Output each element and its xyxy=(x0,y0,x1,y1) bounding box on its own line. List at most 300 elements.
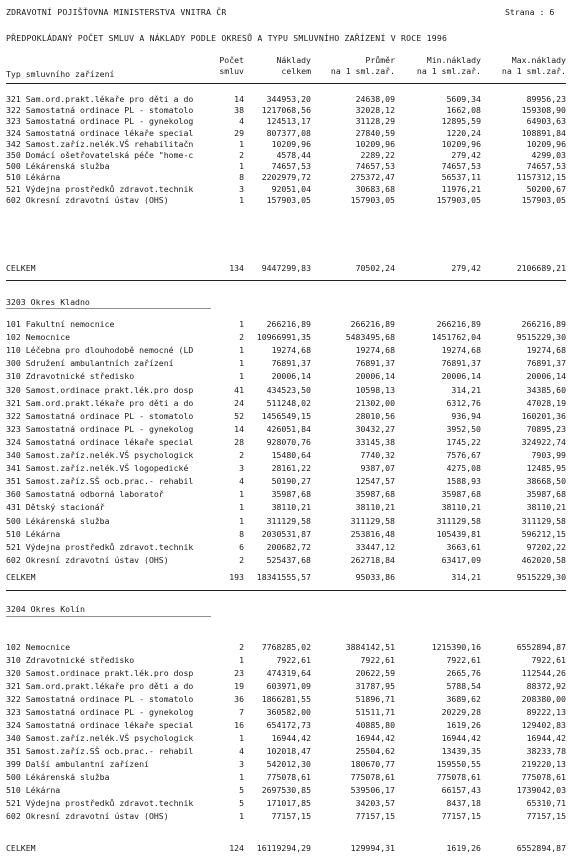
cell-count: 38 xyxy=(234,105,244,116)
cell-avg: 10209,96 xyxy=(355,138,395,149)
cell-min: 10209,96 xyxy=(441,138,481,149)
cell-count: 1 xyxy=(239,358,244,369)
table-row xyxy=(6,358,566,369)
cell-name: 321 Sam.ord.prakt.lékaře pro děti a do xyxy=(6,397,194,408)
table-row xyxy=(6,489,566,500)
cell-name: 323 Samostatná ordinace PL - gynekolog xyxy=(6,116,194,127)
table-row xyxy=(6,516,566,527)
cell-max: 219220,13 xyxy=(521,759,566,769)
cell-name: 324 Samostatná ordinace lékaře special xyxy=(6,436,194,447)
total-avg: 95033,86 xyxy=(355,572,395,582)
cell-max: 70895,23 xyxy=(526,423,566,434)
cell-avg: 28010,56 xyxy=(355,410,395,421)
cell-cost: 344953,20 xyxy=(266,94,311,104)
total-row xyxy=(6,843,566,854)
total-avg: 129994,31 xyxy=(350,843,395,853)
cell-min: 105439,81 xyxy=(436,528,481,539)
cell-name: 351 Samost.zaříz.SŠ ocb.prac.- rehabil xyxy=(6,746,194,756)
cell-cost: 1866281,55 xyxy=(261,694,311,704)
cell-avg: 180670,77 xyxy=(350,759,395,769)
cell-count: 14 xyxy=(234,423,244,434)
cell-count: 2 xyxy=(239,642,244,652)
cell-max: 129402,83 xyxy=(521,720,566,730)
cell-min: 3689,62 xyxy=(446,694,481,704)
cell-name: 431 Dětský stacionář xyxy=(6,502,105,513)
cell-name: 521 Výdejna prostředků zdravot.technik xyxy=(6,183,194,194)
cell-count: 1 xyxy=(239,515,244,526)
district-rule xyxy=(6,308,211,309)
cell-name: 323 Samostatná ordinace PL - gynekolog xyxy=(6,707,194,717)
cell-name: 602 Okresní zdravotní ústav (OHS) xyxy=(6,194,169,205)
report-title: PŘEDPOKLÁDANÝ POČET SMLUV A NÁKLADY PODLE OKRESŮ A TYPU SMLUVNÍHO ZAŘÍZENÍ V ROCE 1996 xyxy=(6,33,448,43)
cell-name: 320 Samost.ordinace prakt.lék.pro dosp xyxy=(6,384,194,395)
cell-cost: 10209,96 xyxy=(271,138,311,149)
cell-min: 266216,89 xyxy=(436,319,481,329)
cell-avg: 19274,68 xyxy=(355,345,395,356)
table-row xyxy=(6,437,566,448)
cell-cost: 50190,27 xyxy=(271,476,311,487)
cell-name: 342 Samost.zaříz.nelék.VŠ rehabilitačn xyxy=(6,138,194,149)
cell-count: 5 xyxy=(239,798,244,808)
cell-count: 2 xyxy=(239,450,244,460)
cell-cost: 603971,09 xyxy=(266,681,311,691)
cell-min: 5788,54 xyxy=(446,681,481,691)
cell-min: 12895,59 xyxy=(441,116,481,127)
cell-min: 157903,05 xyxy=(436,194,481,205)
cell-count: 1 xyxy=(239,138,244,149)
cell-count: 16 xyxy=(234,720,244,730)
table-row xyxy=(6,398,566,409)
cell-max: 77157,15 xyxy=(526,811,566,821)
cell-name: 350 Domácí ošetřovatelská péče "home-c xyxy=(6,150,194,160)
cell-max: 7903,99 xyxy=(531,450,566,460)
cell-count: 4 xyxy=(239,476,244,487)
table-row xyxy=(6,746,566,757)
cell-name: 500 Lékárenská služba xyxy=(6,515,110,526)
cell-count: 1 xyxy=(239,502,244,513)
total-max: 2106689,21 xyxy=(516,263,566,273)
cell-cost: 426051,84 xyxy=(266,423,311,434)
cell-avg: 157903,05 xyxy=(350,194,395,205)
cell-max: 324922,74 xyxy=(521,436,566,447)
cell-max: 4299,03 xyxy=(531,150,566,160)
cell-cost: 38110,21 xyxy=(271,502,311,513)
table-row xyxy=(6,502,566,513)
cell-count: 3 xyxy=(239,463,244,474)
cell-count: 41 xyxy=(234,384,244,395)
cell-cost: 102018,47 xyxy=(266,746,311,756)
table-row xyxy=(6,655,566,666)
cell-cost: 360582,00 xyxy=(266,707,311,717)
total-name: CELKEM xyxy=(6,263,36,273)
cell-avg: 275372,47 xyxy=(350,172,395,183)
cell-cost: 171017,85 xyxy=(266,798,311,808)
cell-avg: 34203,57 xyxy=(355,798,395,808)
cell-min: 19274,68 xyxy=(441,345,481,356)
cell-name: 110 Léčebna pro dlouhodobě nemocné (LD xyxy=(6,345,194,356)
cell-avg: 77157,15 xyxy=(355,811,395,821)
cell-name: 321 Sam.ord.prakt.lékaře pro děti a do xyxy=(6,94,194,104)
cell-count: 6 xyxy=(239,541,244,552)
cell-min: 77157,15 xyxy=(441,811,481,821)
cell-cost: 157903,05 xyxy=(266,194,311,205)
cell-max: 89956,23 xyxy=(526,94,566,104)
cell-count: 23 xyxy=(234,668,244,678)
cell-avg: 51511,71 xyxy=(355,707,395,717)
cell-max: 1739042,03 xyxy=(516,785,566,795)
cell-cost: 20006,14 xyxy=(271,371,311,382)
cell-avg: 21302,00 xyxy=(355,397,395,408)
cell-cost: 266216,89 xyxy=(266,319,311,329)
cell-min: 311129,58 xyxy=(436,515,481,526)
cell-avg: 40885,80 xyxy=(355,720,395,730)
cell-name: 500 Lékárenská služba xyxy=(6,161,110,172)
cell-count: 1 xyxy=(239,319,244,329)
cell-cost: 10966991,35 xyxy=(256,332,311,343)
cell-cost: 2697530,85 xyxy=(261,785,311,795)
cell-count: 1 xyxy=(239,655,244,665)
cell-name: 500 Lékárenská služba xyxy=(6,772,110,782)
cell-cost: 77157,15 xyxy=(271,811,311,821)
cell-max: 97202,22 xyxy=(526,541,566,552)
cell-min: 1215390,16 xyxy=(431,642,481,652)
cell-name: 360 Samostatná odborná laboratoř xyxy=(6,489,164,500)
cell-cost: 654172,73 xyxy=(266,720,311,730)
cell-min: 2665,76 xyxy=(446,668,481,678)
table-row xyxy=(6,128,566,139)
cell-max: 462020,58 xyxy=(521,554,566,565)
table-row xyxy=(6,798,566,809)
cell-max: 50200,67 xyxy=(526,183,566,194)
cell-name: 102 Nemocnice xyxy=(6,332,71,343)
cell-name: 521 Výdejna prostředků zdravot.technik xyxy=(6,541,194,552)
table-row xyxy=(6,150,566,161)
table-row xyxy=(6,772,566,783)
cell-cost: 7768285,02 xyxy=(261,642,311,652)
district-heading: 3204 Okres Kolín xyxy=(6,604,85,614)
cell-min: 279,42 xyxy=(451,150,481,160)
cell-avg: 16944,42 xyxy=(355,733,395,743)
total-min: 314,21 xyxy=(451,572,481,582)
cell-name: 320 Samost.ordinace prakt.lék.pro dosp xyxy=(6,668,194,678)
cell-max: 108891,84 xyxy=(521,127,566,138)
cell-count: 1 xyxy=(239,345,244,356)
cell-count: 52 xyxy=(234,410,244,421)
cell-count: 1 xyxy=(239,371,244,382)
total-min: 1619,26 xyxy=(446,843,481,853)
cell-min: 1451762,04 xyxy=(431,332,481,343)
col-cost-label: Náklady celkem xyxy=(276,55,311,76)
cell-max: 311129,58 xyxy=(521,515,566,526)
cell-max: 157903,05 xyxy=(521,194,566,205)
cell-cost: 928070,76 xyxy=(266,436,311,447)
cell-max: 266216,89 xyxy=(521,319,566,329)
cell-min: 6312,76 xyxy=(446,397,481,408)
table-row xyxy=(6,542,566,553)
district-rule xyxy=(6,616,211,617)
table-row xyxy=(6,529,566,540)
cell-name: 321 Sam.ord.prakt.lékaře pro děti a do xyxy=(6,681,194,691)
cell-avg: 10598,13 xyxy=(355,384,395,395)
cell-cost: 76891,37 xyxy=(271,358,311,369)
cell-name: 102 Nemocnice xyxy=(6,642,71,652)
cell-min: 20006,14 xyxy=(441,371,481,382)
cell-min: 20229,28 xyxy=(441,707,481,717)
cell-avg: 262718,84 xyxy=(350,554,395,565)
total-cost: 16119294,29 xyxy=(256,843,311,853)
cell-avg: 7922,61 xyxy=(360,655,395,665)
table-row xyxy=(6,707,566,718)
cell-max: 20006,14 xyxy=(526,371,566,382)
cell-cost: 775078,61 xyxy=(266,772,311,782)
table-row xyxy=(6,424,566,435)
cell-avg: 30432,27 xyxy=(355,423,395,434)
cell-cost: 434523,50 xyxy=(266,384,311,395)
cell-max: 38110,21 xyxy=(526,502,566,513)
cell-avg: 5483495,68 xyxy=(345,332,395,343)
cell-min: 8437,18 xyxy=(446,798,481,808)
table-row xyxy=(6,345,566,356)
cell-max: 38233,78 xyxy=(526,746,566,756)
cell-avg: 311129,58 xyxy=(350,515,395,526)
total-max: 9515229,30 xyxy=(516,572,566,582)
col-max-label: Max.náklady na 1 sml.zař. xyxy=(501,55,566,76)
cell-cost: 2202979,72 xyxy=(261,172,311,183)
cell-avg: 12547,57 xyxy=(355,476,395,487)
cell-max: 16944,42 xyxy=(526,733,566,743)
cell-min: 7922,61 xyxy=(446,655,481,665)
cell-name: 300 Sdružení ambulantních zařízení xyxy=(6,358,174,369)
district-heading: 3203 Okres Kladno xyxy=(6,297,90,307)
cell-count: 2 xyxy=(239,554,244,565)
total-cost: 18341555,57 xyxy=(256,572,311,582)
cell-min: 63417,09 xyxy=(441,554,481,565)
cell-cost: 2030531,87 xyxy=(261,528,311,539)
cell-max: 7922,61 xyxy=(531,655,566,665)
table-row xyxy=(6,668,566,679)
cell-name: 602 Okresní zdravotní ústav (OHS) xyxy=(6,554,169,565)
cell-min: 775078,61 xyxy=(436,772,481,782)
total-count: 134 xyxy=(229,263,244,273)
total-name: CELKEM xyxy=(6,843,36,853)
organization-name: ZDRAVOTNÍ POJIŠŤOVNA MINISTERSTVA VNITRA ČR xyxy=(6,7,227,17)
cell-avg: 266216,89 xyxy=(350,319,395,329)
cell-min: 1588,93 xyxy=(446,476,481,487)
cell-min: 936,94 xyxy=(451,410,481,421)
cell-min: 66157,43 xyxy=(441,785,481,795)
cell-count: 4 xyxy=(239,746,244,756)
cell-max: 89222,13 xyxy=(526,707,566,717)
cell-avg: 31787,95 xyxy=(355,681,395,691)
cell-count: 28 xyxy=(234,436,244,447)
cell-min: 35987,68 xyxy=(441,489,481,500)
cell-min: 1220,24 xyxy=(446,127,481,138)
cell-count: 19 xyxy=(234,681,244,691)
cell-cost: 311129,58 xyxy=(266,515,311,526)
cell-max: 34385,60 xyxy=(526,384,566,395)
cell-name: 324 Samostatná ordinace lékaře special xyxy=(6,127,194,138)
cell-avg: 35987,68 xyxy=(355,489,395,500)
cell-max: 19274,68 xyxy=(526,345,566,356)
table-row xyxy=(6,694,566,705)
cell-name: 351 Samost.zaříz.SŠ ocb.prac.- rehabil xyxy=(6,476,194,487)
cell-min: 1745,22 xyxy=(446,436,481,447)
cell-min: 11976,21 xyxy=(441,183,481,194)
column-header xyxy=(6,55,566,81)
cell-name: 322 Samostatná ordinace PL - stomatolo xyxy=(6,410,194,421)
cell-max: 74657,53 xyxy=(526,161,566,172)
cell-avg: 74657,53 xyxy=(355,161,395,172)
cell-min: 1619,26 xyxy=(446,720,481,730)
cell-avg: 33145,38 xyxy=(355,436,395,447)
cell-cost: 74657,53 xyxy=(271,161,311,172)
table-row xyxy=(6,161,566,172)
cell-count: 1 xyxy=(239,194,244,205)
cell-avg: 30683,68 xyxy=(355,183,395,194)
cell-max: 208380,00 xyxy=(521,694,566,704)
cell-max: 159308,90 xyxy=(521,105,566,116)
cell-min: 74657,53 xyxy=(441,161,481,172)
cell-name: 510 Lékárna xyxy=(6,785,61,795)
cell-name: 399 Další ambulantní zařízení xyxy=(6,759,149,769)
cell-count: 1 xyxy=(239,161,244,172)
col-count-label: Počet smluv xyxy=(219,55,244,76)
table-row xyxy=(6,681,566,692)
total-row xyxy=(6,263,566,274)
cell-max: 10209,96 xyxy=(526,138,566,149)
cell-avg: 3884142,51 xyxy=(345,642,395,652)
cell-max: 160201,36 xyxy=(521,410,566,421)
cell-max: 1157312,15 xyxy=(516,172,566,183)
cell-avg: 76891,37 xyxy=(355,358,395,369)
col-avg-label: Průměr na 1 sml.zař. xyxy=(330,55,395,76)
cell-avg: 51896,71 xyxy=(355,694,395,704)
cell-avg: 20006,14 xyxy=(355,371,395,382)
cell-cost: 15480,64 xyxy=(271,450,311,460)
cell-name: 340 Samost.zaříz.nelék.VŠ psychologick xyxy=(6,733,194,743)
table-row xyxy=(6,116,566,127)
cell-cost: 7922,61 xyxy=(276,655,311,665)
cell-min: 1662,08 xyxy=(446,105,481,116)
cell-name: 322 Samostatná ordinace PL - stomatolo xyxy=(6,105,194,116)
cell-name: 510 Lékárna xyxy=(6,172,61,183)
cell-min: 76891,37 xyxy=(441,358,481,369)
cell-count: 4 xyxy=(239,116,244,127)
total-max: 6552894,87 xyxy=(516,843,566,853)
cell-min: 16944,42 xyxy=(441,733,481,743)
table-row xyxy=(6,319,566,330)
cell-name: 324 Samostatná ordinace lékaře special xyxy=(6,720,194,730)
table-row xyxy=(6,332,566,343)
table-row xyxy=(6,371,566,382)
cell-min: 159550,55 xyxy=(436,759,481,769)
cell-max: 112544,26 xyxy=(521,668,566,678)
cell-max: 88372,92 xyxy=(526,681,566,691)
table-row xyxy=(6,105,566,116)
total-cost: 9447299,83 xyxy=(261,263,311,273)
cell-min: 5609,34 xyxy=(446,94,481,104)
col-type-label: Typ smluvního zařízení xyxy=(6,69,115,79)
cell-max: 9515229,30 xyxy=(516,332,566,343)
cell-count: 2 xyxy=(239,332,244,343)
cell-avg: 24638,09 xyxy=(355,94,395,104)
cell-max: 775078,61 xyxy=(521,772,566,782)
table-row xyxy=(6,450,566,461)
total-count: 193 xyxy=(229,572,244,582)
cell-max: 6552894,87 xyxy=(516,642,566,652)
cell-cost: 1456549,15 xyxy=(261,410,311,421)
cell-count: 14 xyxy=(234,94,244,104)
cell-name: 310 Zdravotnické středisko xyxy=(6,655,135,665)
cell-avg: 20622,59 xyxy=(355,668,395,678)
table-row xyxy=(6,94,566,105)
total-min: 279,42 xyxy=(451,263,481,273)
table-row xyxy=(6,411,566,422)
col-min-label: Min.náklady na 1 sml.zař. xyxy=(416,55,481,76)
cell-avg: 539506,17 xyxy=(350,785,395,795)
table-row xyxy=(6,720,566,731)
cell-name: 341 Samost.zaříz.nelék.VŠ logopedické xyxy=(6,463,189,474)
cell-cost: 511248,02 xyxy=(266,397,311,408)
cell-cost: 1217068,56 xyxy=(261,105,311,116)
section-rule xyxy=(6,590,566,591)
table-row xyxy=(6,811,566,822)
cell-count: 5 xyxy=(239,785,244,795)
table-row xyxy=(6,385,566,396)
cell-avg: 2289,22 xyxy=(360,150,395,160)
cell-min: 4275,08 xyxy=(446,463,481,474)
cell-avg: 32028,12 xyxy=(355,105,395,116)
table-row xyxy=(6,555,566,566)
cell-max: 35987,68 xyxy=(526,489,566,500)
cell-count: 1 xyxy=(239,489,244,500)
cell-min: 7576,67 xyxy=(446,450,481,460)
cell-max: 65310,71 xyxy=(526,798,566,808)
cell-max: 47028,19 xyxy=(526,397,566,408)
cell-count: 24 xyxy=(234,397,244,408)
cell-max: 12485,95 xyxy=(526,463,566,474)
table-row xyxy=(6,642,566,653)
cell-min: 3952,50 xyxy=(446,423,481,434)
cell-cost: 28161,22 xyxy=(271,463,311,474)
total-name: CELKEM xyxy=(6,572,36,582)
table-row xyxy=(6,733,566,744)
cell-cost: 525437,68 xyxy=(266,554,311,565)
table-row xyxy=(6,172,566,183)
cell-count: 2 xyxy=(239,150,244,160)
cell-count: 8 xyxy=(239,528,244,539)
cell-cost: 124513,17 xyxy=(266,116,311,127)
cell-avg: 31128,29 xyxy=(355,116,395,127)
cell-cost: 35987,68 xyxy=(271,489,311,500)
total-row xyxy=(6,572,566,583)
cell-cost: 4578,44 xyxy=(276,150,311,160)
cell-cost: 16944,42 xyxy=(271,733,311,743)
cell-avg: 7740,32 xyxy=(360,450,395,460)
cell-count: 3 xyxy=(239,183,244,194)
table-row xyxy=(6,476,566,487)
cell-avg: 27840,59 xyxy=(355,127,395,138)
total-avg: 70502,24 xyxy=(355,263,395,273)
cell-min: 38110,21 xyxy=(441,502,481,513)
cell-count: 7 xyxy=(239,707,244,717)
cell-max: 76891,37 xyxy=(526,358,566,369)
cell-name: 322 Samostatná ordinace PL - stomatolo xyxy=(6,694,194,704)
table-row xyxy=(6,195,566,206)
total-count: 124 xyxy=(229,843,244,853)
cell-count: 8 xyxy=(239,172,244,183)
cell-name: 521 Výdejna prostředků zdravot.technik xyxy=(6,798,194,808)
